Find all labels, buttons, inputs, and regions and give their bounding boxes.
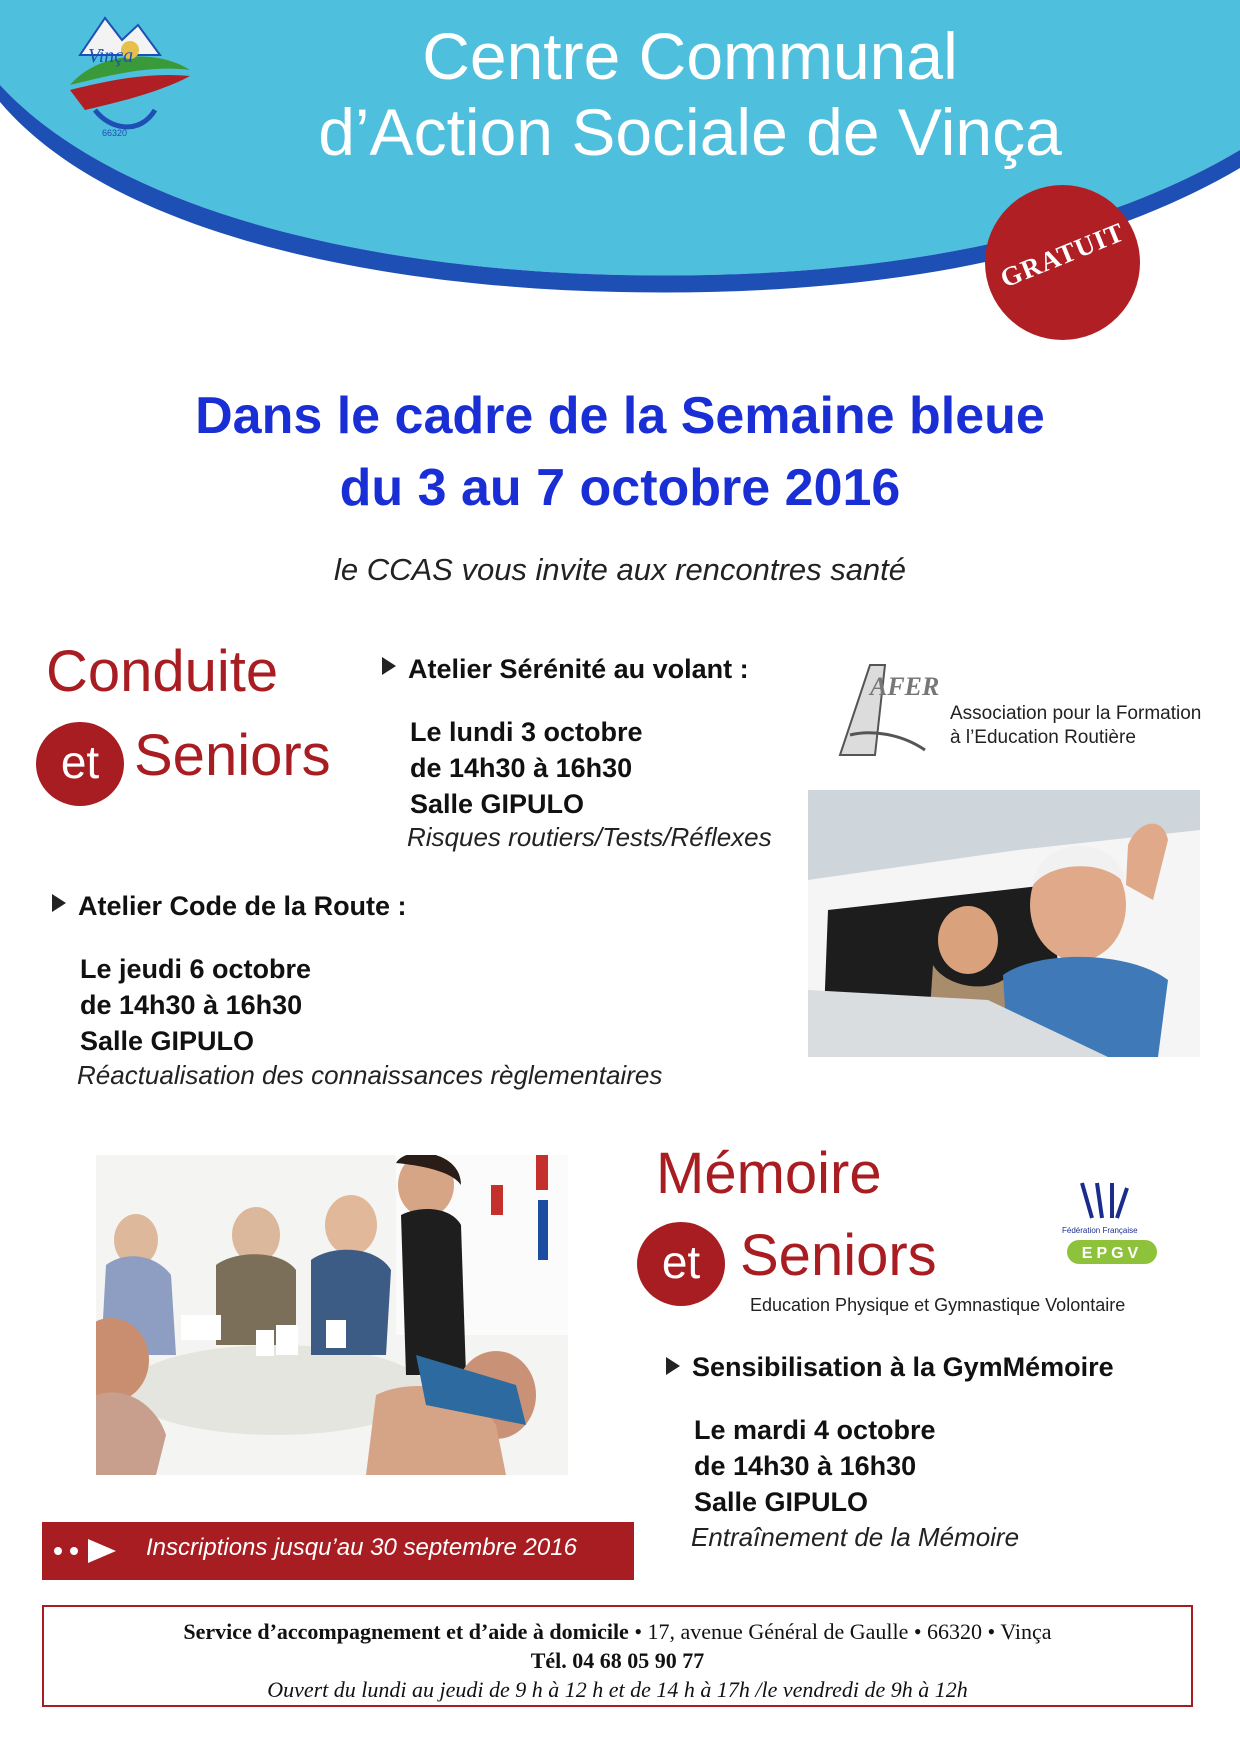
footer-box	[42, 1605, 1193, 1707]
seniors-heading-memoire: Seniors	[740, 1223, 937, 1288]
svg-text:EPGV: EPGV	[1081, 1245, 1143, 1262]
memoire-heading: Mémoire	[656, 1141, 882, 1206]
footer-phone: Tél. 04 68 05 90 77	[530, 1648, 705, 1673]
title-line1: Dans le cadre de la Semaine bleue	[195, 387, 1045, 445]
afer-partner-line2: à l’Education Routière	[950, 727, 1136, 748]
header-title-line2: d’Action Sociale de Vinça	[318, 95, 1062, 169]
atelier-serenite-date: Le lundi 3 octobre	[410, 717, 643, 747]
title-line2: du 3 au 7 octobre 2016	[339, 459, 901, 517]
bullet-triangle-icon	[382, 657, 396, 675]
afer-partner-line1: Association pour la Formation	[950, 703, 1202, 724]
svg-text:Vinça: Vinça	[88, 45, 134, 67]
atelier-code-desc: Réactualisation des connaissances règlementaires	[77, 1060, 663, 1090]
svg-text:66320: 66320	[102, 128, 128, 138]
gymmemoire-date: Le mardi 4 octobre	[694, 1415, 936, 1445]
seniors-heading-conduite: Seniors	[134, 723, 331, 788]
epgv-partner-text: Education Physique et Gymnastique Volontaire	[750, 1295, 1126, 1315]
footer-service: Service d’accompagnement et d’aide à domicile	[183, 1619, 629, 1644]
atelier-code-title: Atelier Code de la Route :	[78, 891, 407, 921]
atelier-serenite-title: Atelier Sérénité au volant :	[408, 654, 749, 684]
inscriptions-banner	[42, 1522, 634, 1580]
footer-line1	[44, 1617, 1191, 1646]
memoire-workshop-photo	[96, 1155, 568, 1475]
arrow-play-icon	[52, 1538, 132, 1564]
svg-text:AFER: AFER	[870, 672, 940, 701]
et-badge-conduite: et	[36, 722, 124, 806]
gymmemoire-time: de 14h30 à 16h30	[694, 1451, 917, 1481]
conduite-heading: Conduite	[46, 639, 279, 704]
gymmemoire-desc: Entraînement de la Mémoire	[691, 1522, 1020, 1552]
bullet-triangle-icon	[52, 894, 66, 912]
gratuit-label: GRATUIT	[995, 216, 1129, 294]
atelier-serenite-time: de 14h30 à 16h30	[410, 753, 633, 783]
vinca-logo	[40, 10, 200, 150]
header-title-line1: Centre Communal	[422, 19, 958, 93]
intro-text: le CCAS vous invite aux rencontres santé	[333, 552, 907, 587]
gymmemoire-place: Salle GIPULO	[694, 1487, 869, 1517]
bullet-triangle-icon	[666, 1357, 680, 1375]
atelier-code-time: de 14h30 à 16h30	[80, 990, 303, 1020]
atelier-serenite-place: Salle GIPULO	[410, 789, 585, 819]
seniors-car-photo	[808, 790, 1200, 1057]
footer-address: • 17, avenue Général de Gaulle • 66320 • Vinça	[628, 1619, 1052, 1644]
footer-hours: Ouvert du lundi au jeudi de 9 h à 12 h et de 14 h à 17h /le vendredi de 9h à 12h	[267, 1677, 968, 1702]
svg-text:Fédération Française: Fédération Française	[1062, 1226, 1138, 1235]
atelier-serenite-desc: Risques routiers/Tests/Réflexes	[407, 822, 772, 852]
atelier-code-place: Salle GIPULO	[80, 1026, 255, 1056]
atelier-code-date: Le jeudi 6 octobre	[80, 954, 312, 984]
gymmemoire-title: Sensibilisation à la GymMémoire	[692, 1352, 1114, 1382]
et-badge-memoire: et	[637, 1222, 725, 1306]
afer-logo	[830, 655, 940, 770]
gratuit-badge	[985, 185, 1140, 340]
epgv-logo	[1062, 1178, 1162, 1270]
inscriptions-text: Inscriptions jusqu’au 30 septembre 2016	[146, 1534, 577, 1561]
